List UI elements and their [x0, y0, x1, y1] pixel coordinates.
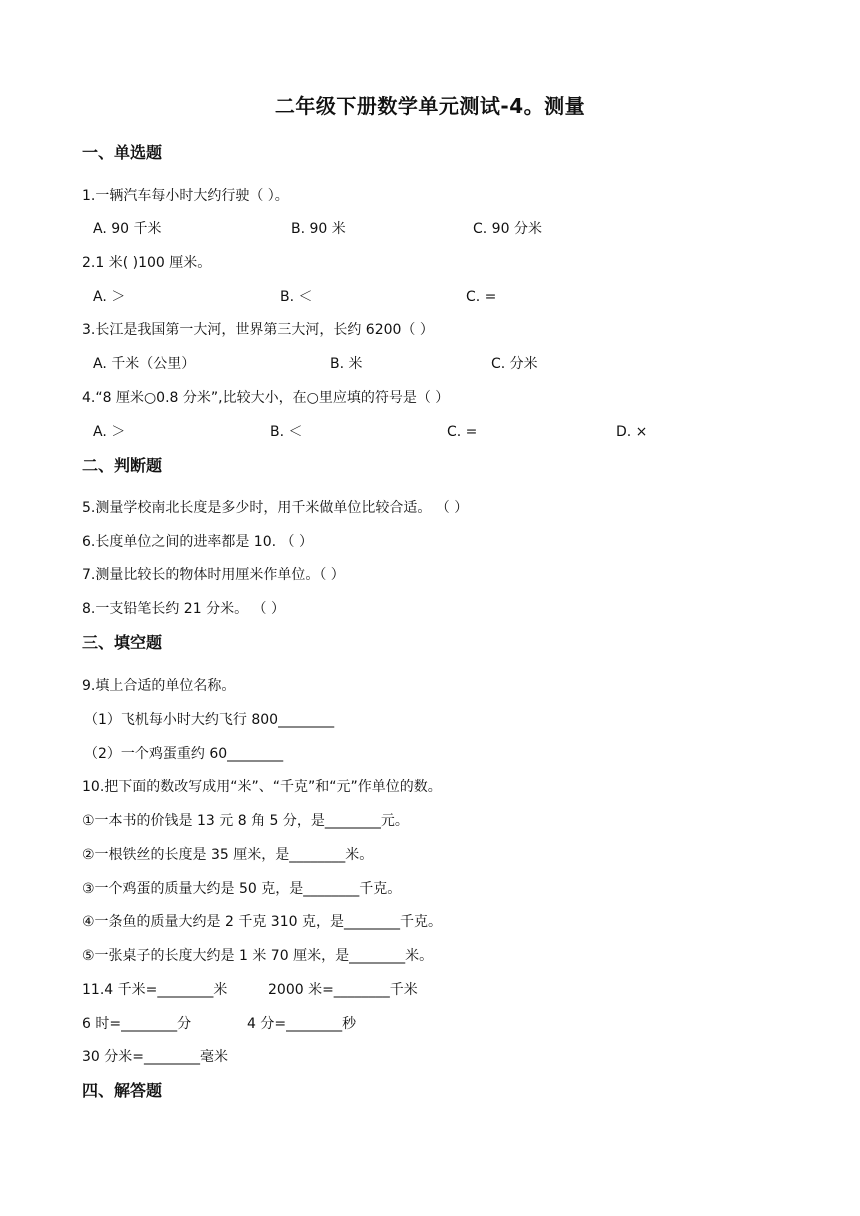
q11-item-1: 11.4 千米=________米 — [82, 982, 228, 998]
q11-item-3: 6 时=________分 — [82, 1016, 192, 1032]
q4-option-b: B. ＜ — [270, 424, 303, 440]
section-heading-solve: 四、解答题 — [82, 1081, 163, 1100]
q3-option-c: C. 分米 — [491, 356, 538, 372]
q11-item-5: 30 分米=________毫米 — [82, 1049, 228, 1065]
q9-item-1: （1）飞机每小时大约飞行 800________ — [84, 712, 335, 728]
q1-option-a: A. 90 千米 — [93, 221, 162, 237]
question-7: 7.测量比较长的物体时用厘米作单位。（ ） — [82, 567, 345, 583]
q2-option-b: B. ＜ — [280, 289, 313, 305]
question-10: 10.把下面的数改写成用“米”、“千克”和“元”作单位的数。 — [82, 779, 442, 795]
question-3: 3.长江是我国第一大河，世界第三大河，长约 6200（ ） — [82, 322, 434, 338]
q2-option-a: A. ＞ — [93, 289, 126, 305]
q9-item-2: （2）一个鸡蛋重约 60________ — [84, 746, 284, 762]
section-heading-fill-in: 三、填空题 — [82, 633, 163, 652]
question-6: 6.长度单位之间的进率都是 10. （ ） — [82, 534, 313, 550]
question-9: 9.填上合适的单位名称。 — [82, 678, 236, 694]
q10-item-4: ④一条鱼的质量大约是 2 千克 310 克，是________千克。 — [82, 914, 442, 930]
q3-option-a: A. 千米（公里） — [93, 356, 196, 372]
q4-option-d: D. × — [616, 424, 648, 440]
q3-option-b: B. 米 — [330, 356, 363, 372]
question-2: 2.1 米( )100 厘米。 — [82, 255, 212, 271]
q11-item-2: 2000 米=________千米 — [268, 982, 418, 998]
q4-option-a: A. ＞ — [93, 424, 126, 440]
question-8: 8.一支铅笔长约 21 分米。 （ ） — [82, 601, 285, 617]
q11-item-4: 4 分=________秒 — [247, 1016, 357, 1032]
question-5: 5.测量学校南北长度是多少时，用千米做单位比较合适。 （ ） — [82, 500, 469, 516]
q10-item-5: ⑤一张桌子的长度大约是 1 米 70 厘米，是________米。 — [82, 948, 434, 964]
question-4: 4.“8 厘米○0.8 分米”,比较大小，在○里应填的符号是（ ） — [82, 390, 450, 406]
page-title: 二年级下册数学单元测试-4。测量 — [274, 94, 586, 118]
q1-option-c: C. 90 分米 — [473, 221, 542, 237]
q1-option-b: B. 90 米 — [291, 221, 346, 237]
q10-item-2: ②一根铁丝的长度是 35 厘米，是________米。 — [82, 847, 374, 863]
question-1: 1.一辆汽车每小时大约行驶（ ）。 — [82, 188, 289, 204]
q10-item-1: ①一本书的价钱是 13 元 8 角 5 分，是________元。 — [82, 813, 409, 829]
section-heading-true-false: 二、判断题 — [82, 456, 163, 475]
q4-option-c: C. = — [447, 424, 478, 440]
section-heading-single-choice: 一、单选题 — [82, 143, 163, 162]
q2-option-c: C. = — [466, 289, 497, 305]
q10-item-3: ③一个鸡蛋的质量大约是 50 克，是________千克。 — [82, 881, 402, 897]
